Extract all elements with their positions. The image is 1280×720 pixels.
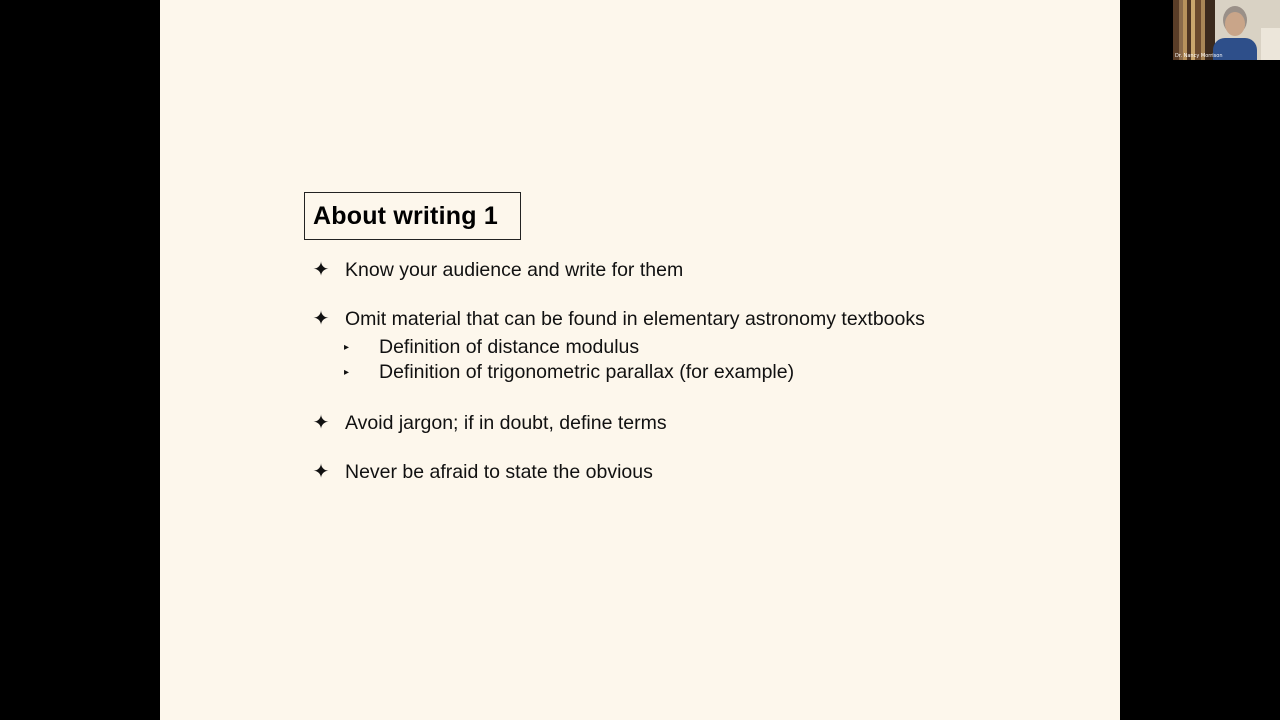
star-bullet-icon: ✦ <box>312 412 330 434</box>
star-bullet-icon: ✦ <box>312 308 330 330</box>
star-bullet-icon: ✦ <box>312 461 330 483</box>
slide <box>160 0 1120 720</box>
sub-bullet-text: Definition of trigonometric parallax (for example) <box>379 361 795 383</box>
bullet-item <box>310 256 1070 284</box>
bullet-item <box>310 409 1070 437</box>
webcam-thumbnail[interactable] <box>1173 0 1280 60</box>
slide-title: About writing 1 <box>313 201 498 230</box>
bullet-list <box>310 256 1070 483</box>
bullet-text: Omit material that can be found in elementary astronomy textbooks <box>345 308 925 330</box>
star-bullet-icon: ✦ <box>312 259 330 281</box>
sub-bullet-text: Definition of distance modulus <box>379 336 640 358</box>
bullet-text: Avoid jargon; if in doubt, define terms <box>345 412 667 434</box>
sub-bullet-item <box>310 360 1070 385</box>
participant-name-label: Dr. Nancy Morrison <box>1175 53 1223 59</box>
sub-bullet-item <box>310 335 1070 360</box>
participant-head <box>1225 12 1245 36</box>
bullet-item <box>310 305 1070 333</box>
triangle-bullet-icon: ▸ <box>344 342 350 353</box>
bullet-item <box>310 458 1070 486</box>
bookshelf-background <box>1173 0 1215 60</box>
bullet-text: Know your audience and write for them <box>345 259 684 281</box>
slide-title-box <box>304 192 521 240</box>
bullet-text: Never be afraid to state the obvious <box>345 461 653 483</box>
triangle-bullet-icon: ▸ <box>344 367 350 378</box>
door-background <box>1261 28 1280 60</box>
